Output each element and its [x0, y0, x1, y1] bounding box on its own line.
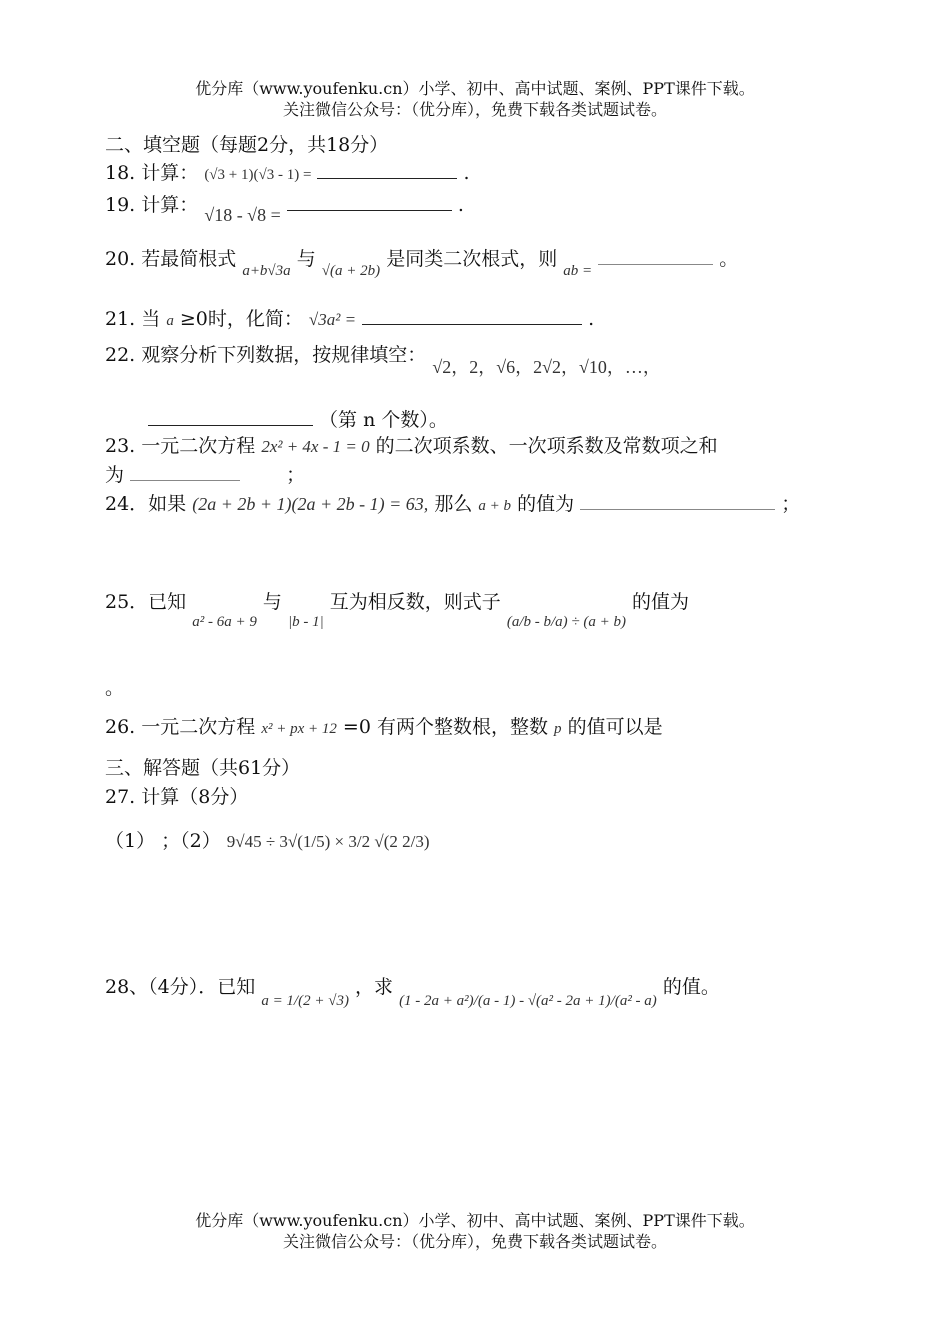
q23-answer-blank[interactable]: [130, 462, 240, 481]
section-2-title: 二、填空题（每题2分，共18分）: [105, 134, 389, 156]
q24-tail: 的值为: [517, 493, 575, 515]
q25-text: 互为相反数，则式子: [329, 591, 501, 613]
q28-text: ，求: [355, 976, 394, 998]
header-line-1: 优分库（www.youfenku.cn）小学、初中、高中试题、案例、PPT课件下载。: [195, 79, 755, 98]
question-23: [105, 434, 718, 459]
q24-end: ；: [781, 493, 801, 515]
question-28: [105, 975, 720, 1009]
q24-expression: (2a + 2b + 1)(2a + 2b - 1) = 63,: [192, 494, 429, 514]
q25-expression-1: a² - 6a + 9: [192, 614, 257, 630]
q27-part: （1） ；（2）: [105, 830, 221, 852]
q20-radical-2: √(a + 2b): [321, 263, 381, 279]
q23-text: 的二次项系数、一次项系数及常数项之和: [375, 435, 718, 457]
q19-answer-blank[interactable]: [287, 192, 452, 211]
q19-end: .: [457, 194, 464, 216]
footer-line-2: 关注微信公众号：（优分库），免费下载各类试题试卷。: [282, 1232, 667, 1251]
q20-end: 。: [719, 248, 739, 270]
question-20: [105, 246, 739, 279]
q24-answer-blank[interactable]: [580, 491, 775, 510]
q24-label: 24．如果: [105, 493, 187, 515]
q28-label: 28、（4分）．已知: [105, 976, 256, 998]
q28-expression-1: a = 1/(2 + √3): [261, 993, 349, 1009]
q19-label: 19. 计算：: [105, 194, 199, 216]
q18-answer-blank[interactable]: [317, 160, 457, 179]
q27-expression: 9√45 ÷ 3√(1/5) × 3/2 √(2 2/3): [226, 832, 430, 851]
q25-tail: 的值为: [632, 591, 690, 613]
question-19: [105, 192, 464, 225]
q25-expression-2: |b - 1|: [287, 614, 324, 630]
q22-answer-blank[interactable]: [148, 407, 313, 426]
footer-line-1: 优分库（www.youfenku.cn）小学、初中、高中试题、案例、PPT课件下载。: [195, 1211, 755, 1230]
q23-line2: 为: [105, 464, 125, 486]
q19-expression: √18 - √8 =: [204, 205, 281, 225]
q18-expression: (√3 + 1)(√3 - 1) =: [204, 167, 312, 183]
question-18: [105, 160, 470, 187]
q22-sequence: √2，2，√6，2√2，√10，…，: [432, 357, 661, 377]
q24-text: 那么: [434, 493, 473, 515]
question-22-continuation: [148, 407, 448, 432]
q21-answer-blank[interactable]: [362, 306, 582, 325]
q28-tail: 的值。: [662, 976, 720, 998]
q21-end: .: [588, 308, 595, 330]
q21-label: 21. 当: [105, 308, 161, 330]
question-23-line-2: [105, 462, 305, 487]
q28-expression-2: (1 - 2a + a²)/(a - 1) - √(a² - 2a + 1)/(a² - a): [399, 993, 657, 1009]
q20-radical-1: a+b√3a: [242, 263, 291, 279]
section-3-title: 三、解答题（共61分）: [105, 757, 301, 779]
q23-end: ；: [286, 464, 306, 486]
q25-expression-3: (a/b - b/a) ÷ (a + b): [506, 614, 626, 630]
q24-var: a + b: [478, 498, 512, 514]
q23-equation: 2x² + 4x - 1 = 0: [261, 437, 370, 456]
q18-end: .: [463, 162, 470, 184]
q18-label: 18. 计算：: [105, 162, 199, 184]
q23-label: 23. 一元二次方程: [105, 435, 256, 457]
q26-text: =0 有两个整数根，整数: [342, 716, 548, 738]
q21-expression: √3a² =: [308, 310, 357, 329]
header-line-2: 关注微信公众号：（优分库），免费下载各类试题试卷。: [282, 100, 667, 119]
q26-label: 26. 一元二次方程: [105, 716, 256, 738]
q25-label: 25．已知: [105, 591, 187, 613]
question-27-title: 27. 计算（8分）: [105, 786, 249, 808]
q25-mid: 与: [262, 591, 282, 613]
q21-cond: ≥0时，化简：: [179, 308, 303, 330]
question-22: [105, 343, 661, 377]
q22-label: 22. 观察分析下列数据，按规律填空：: [105, 344, 427, 366]
question-27: [105, 829, 430, 854]
q20-ab: ab =: [563, 263, 593, 279]
q20-label: 20. 若最简根式: [105, 248, 237, 270]
question-24: [105, 491, 800, 518]
question-26: [105, 715, 663, 741]
q20-text: 是同类二次根式，则: [386, 248, 558, 270]
q22-tail: （第 n 个数）。: [319, 409, 448, 431]
q20-mid: 与: [296, 248, 316, 270]
q25-end: 。: [105, 677, 125, 699]
q26-expression: x² + px + 12: [261, 721, 337, 737]
q20-answer-blank[interactable]: [598, 246, 713, 265]
q21-var: a: [166, 313, 174, 329]
question-21: [105, 306, 594, 333]
q26-tail: 的值可以是: [567, 716, 663, 738]
q26-var: p: [554, 721, 562, 737]
